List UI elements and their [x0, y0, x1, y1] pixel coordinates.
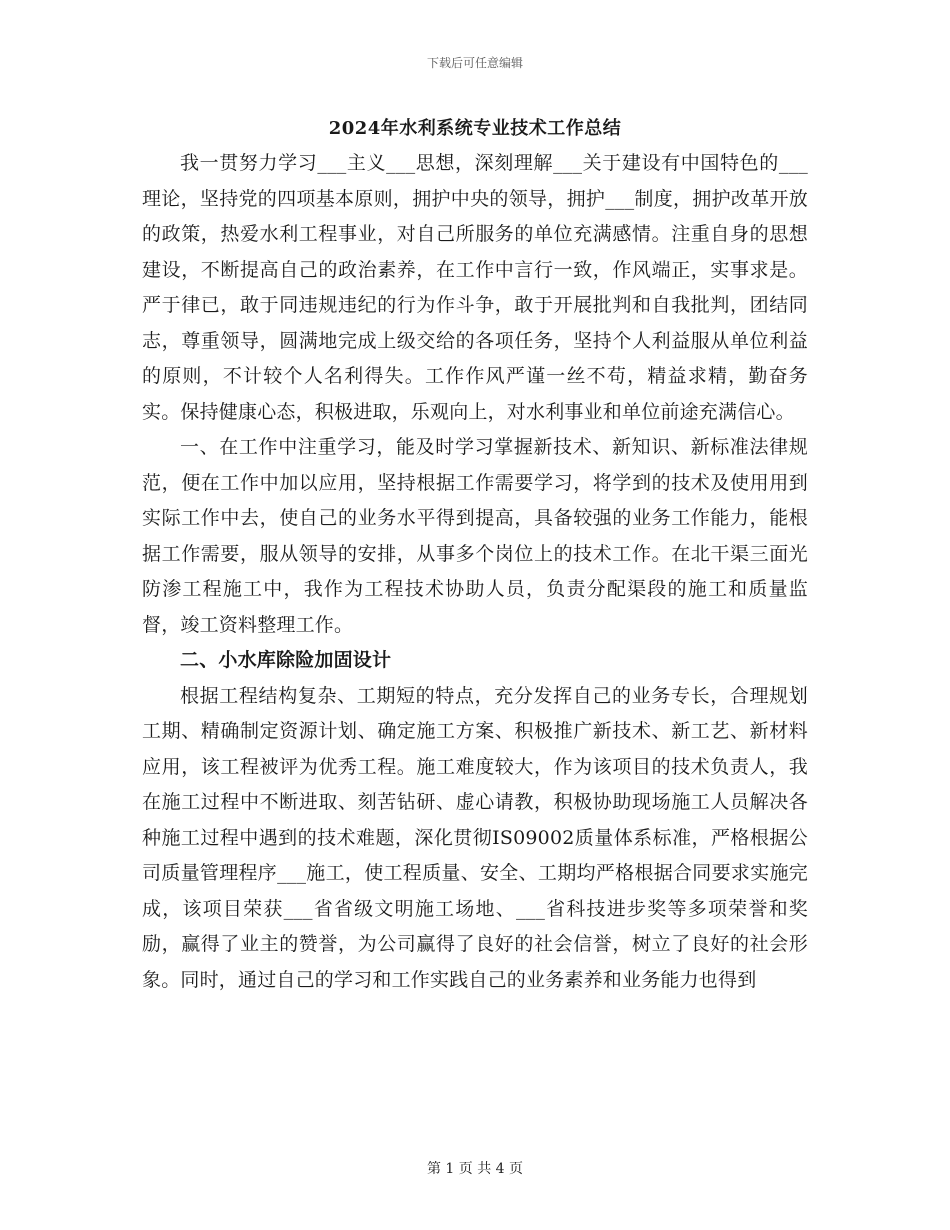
document-body: [142, 146, 808, 998]
page-footer: 第 1 页 共 4 页: [426, 1161, 524, 1177]
paragraph-3: 根据工程结构复杂、工期短的特点，充分发挥自己的业务专长，合理规划工期、精确制定资源计划、确定施工方案、积极推广新技术、新工艺、新材料应用，该工程被评为优秀工程。施工难度较大，作为该项目的技术负责人，我在施工过程中不断进取、刻苦钻研、虚心请教，积极协助现场施工人员解决各种施工过程中遇到的技术难题，深化贯彻IS09002质量体系标准，严格根据公司质量管理程序___施工，使工程质量、安全、工期均严格根据合同要求实施完成，该项目荣获___省省级文明施工场地、___省科技进步奖等多项荣誉和奖励，赢得了业主的赞誉，为公司赢得了良好的社会信誉，树立了良好的社会形象。同时，通过自己的学习和工作实践自己的业务素养和业务能力也得到: [142, 684, 808, 991]
header-note: 下载后可任意编辑: [426, 56, 523, 70]
paragraph-1: 我一贯努力学习___主义___思想，深刻理解___关于建设有中国特色的___理论，坚持党的四项基本原则，拥护中央的领导，拥护___制度，拥护改革开放的政策，热爱水利工程事业，对自己所服务的单位充满感情。注重自身的思想建设，不断提高自己的政治素养，在工作中言行一致，作风端正，实事求是。严于律已，敢于同违规违纪的行为作斗争，敢于开展批判和自我批判，团结同志，尊重领导，圆满地完成上级交给的各项任务，坚持个人利益服从单位利益的原则，不计较个人名利得失。工作作风严谨一丝不苟，精益求精，勤奋务实。保持健康心态，积极进取，乐观向上，对水利事业和单位前途充满信心。: [142, 152, 808, 423]
document-title: 2024年水利系统专业技术工作总结: [328, 118, 622, 139]
paragraph-2: 一、在工作中注重学习，能及时学习掌握新技术、新知识、新标准法律规范，便在工作中加以应用，坚持根据工作需要学习，将学到的技术及使用用到实际工作中去，使自己的业务水平得到提高，具备较强的业务工作能力，能根据工作需要，服从领导的安排，从事多个岗位上的技术工作。在北干渠三面光防渗工程施工中，我作为工程技术协助人员，负责分配渠段的施工和质量监督，竣工资料整理工作。: [142, 436, 808, 636]
section-heading: 二、小水库除险加固设计: [180, 649, 392, 671]
